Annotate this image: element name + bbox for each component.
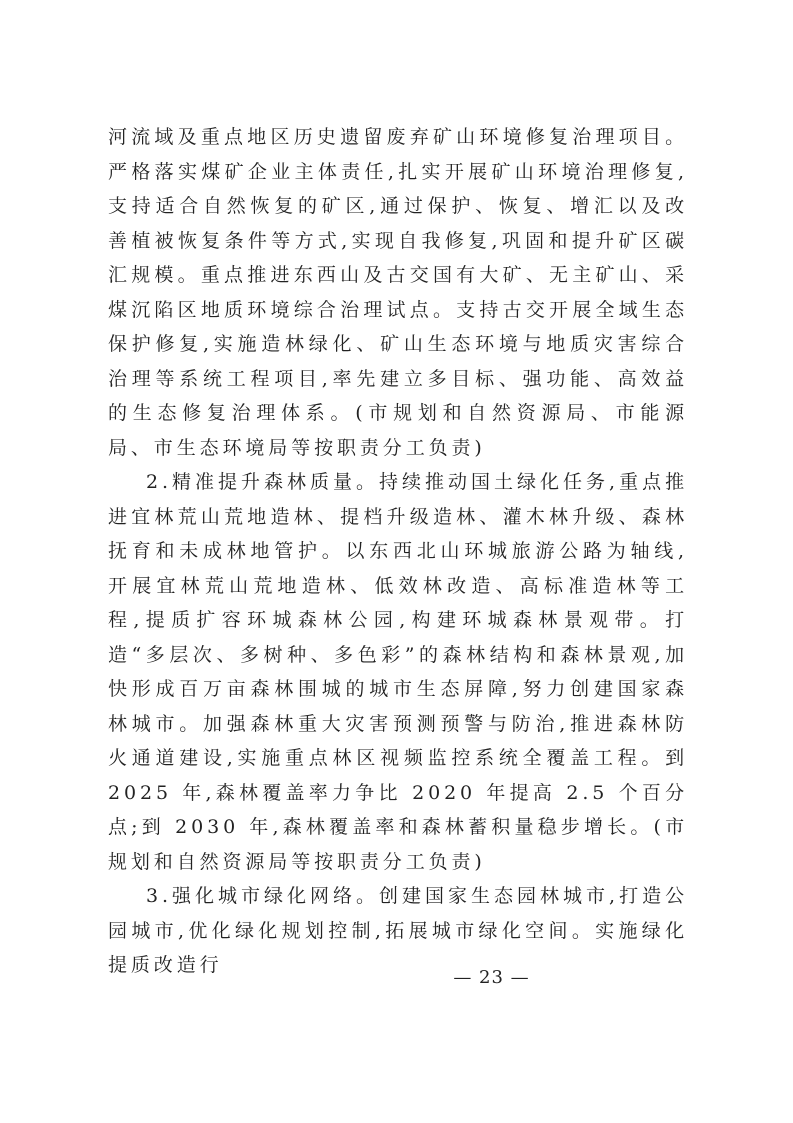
- paragraph-forest-quality: 2.精准提升森林质量。持续推动国土绿化任务,重点推进宜林荒山荒地造林、提档升级造林、灌木林升级、森林抚育和未成林地管护。以东西北山环城旅游公路为轴线,开展宜林荒山荒地造林、低效林改造、高标准造林等工程,提质扩容环城森林公园,构建环城森林景观带。打造“多层次、多树种、多色彩”的森林结构和森林景观,加快形成百万亩森林围城的城市生态屏障,努力创建国家森林城市。加强森林重大灾害预测预警与防治,推进森林防火通道建设,实施重点林区视频监控系统全覆盖工程。到 2025 年,森林覆盖率力争比 2020 年提高 2.5 个百分点;到 2030 年,森林覆盖率和森林蓄积量稳步增长。(市规划和自然资源局等按职责分工负责): [108, 471, 688, 873]
- paragraph-urban-green: 3.强化城市绿化网络。创建国家生态园林城市,打造公园城市,优化绿化规划控制,拓展城市绿化空间。实施绿化提质改造行: [108, 885, 688, 976]
- page-number: — 23 —: [453, 967, 530, 988]
- paragraph-continuation: 河流域及重点地区历史遗留废弃矿山环境修复治理项目。严格落实煤矿企业主体责任,扎实开展矿山环境治理修复,支持适合自然恢复的矿区,通过保护、恢复、增汇以及改善植被恢复条件等方式,实现自我修复,巩固和提升矿区碳汇规模。重点推进东西山及古交国有大矿、无主矿山、采煤沉陷区地质环境综合治理试点。支持古交开展全域生态保护修复,实施造林绿化、矿山生态环境与地质灾害综合治理等系统工程项目,率先建立多目标、强功能、高效益的生态修复治理体系。(市规划和自然资源局、市能源局、市生态环境局等按职责分工负责): [108, 126, 688, 459]
- body-text: [108, 120, 688, 983]
